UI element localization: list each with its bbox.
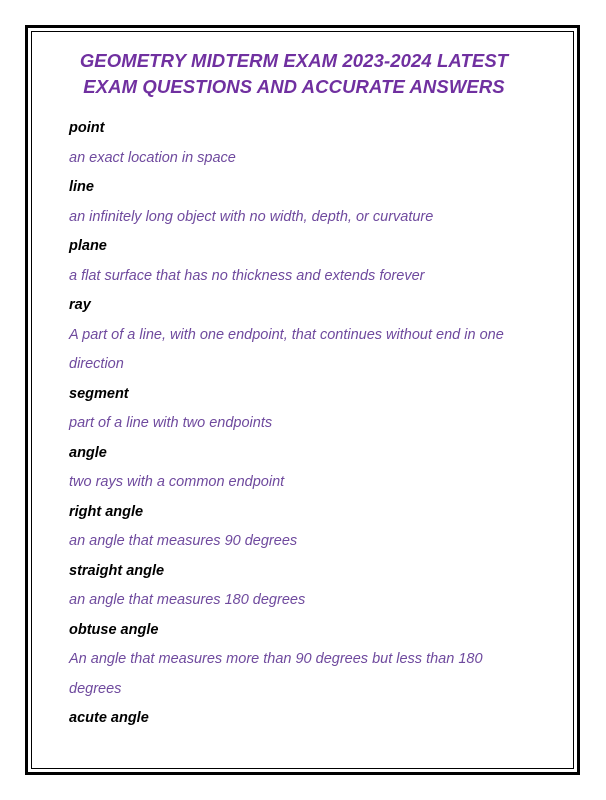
glossary-definition: a flat surface that has no thickness and extends forever [69, 267, 425, 284]
glossary-term: ray [69, 297, 91, 313]
glossary-term: angle [69, 444, 107, 461]
glossary-term: plane [69, 238, 107, 254]
glossary-definition: an infinitely long object with no width, depth, or curvature [69, 208, 434, 225]
document-title: GEOMETRY MIDTERM EXAM 2023-2024 LATEST EXAM QUESTIONS AND ACCURATE ANSWERS [79, 50, 509, 97]
glossary-term: point [69, 120, 105, 136]
glossary-entry [69, 114, 544, 173]
glossary-entry [69, 704, 544, 734]
glossary-definition: An angle that measures more than 90 degrees but less than 180 degrees [69, 651, 483, 697]
glossary-entry-list [44, 114, 544, 734]
glossary-definition: A part of a line, with one endpoint, that continues without end in one direction [69, 326, 504, 372]
glossary-term: right angle [69, 503, 144, 520]
document-content [44, 48, 544, 734]
glossary-term: straight angle [69, 562, 165, 579]
glossary-entry [69, 380, 544, 439]
glossary-term: segment [69, 385, 129, 402]
glossary-definition: two rays with a common endpoint [69, 474, 285, 490]
glossary-entry [69, 439, 544, 498]
glossary-definition: an angle that measures 90 degrees [69, 533, 298, 549]
glossary-definition: part of a line with two endpoints [69, 415, 273, 431]
glossary-entry [69, 616, 544, 705]
glossary-entry [69, 291, 544, 380]
glossary-entry [69, 232, 544, 291]
glossary-entry [69, 557, 544, 616]
glossary-term: acute angle [69, 710, 149, 726]
glossary-entry [69, 498, 544, 557]
glossary-entry [69, 173, 544, 232]
glossary-term: line [69, 179, 94, 195]
glossary-definition: an exact location in space [69, 149, 236, 166]
glossary-definition: an angle that measures 180 degrees [69, 592, 306, 608]
glossary-term: obtuse angle [69, 621, 159, 638]
